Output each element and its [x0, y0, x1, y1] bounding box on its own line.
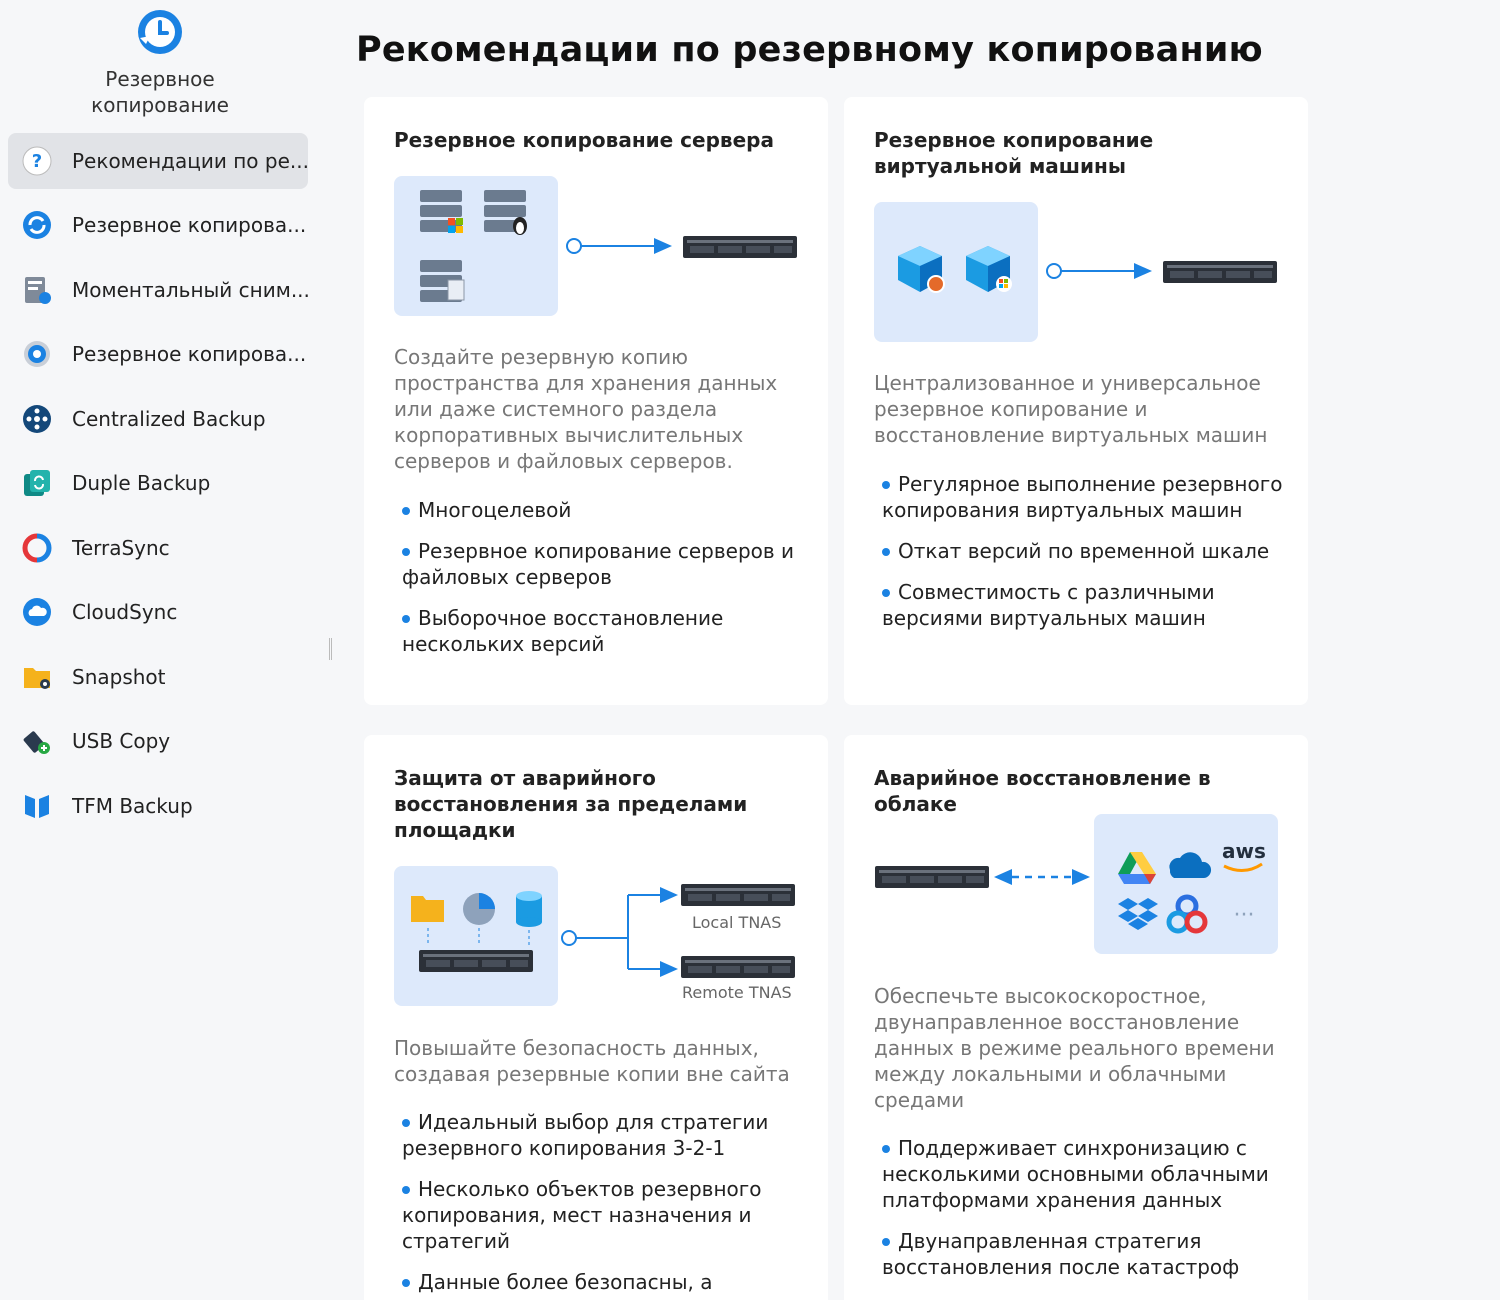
file-server-icon: [420, 260, 464, 302]
onedrive-icon: [1169, 852, 1211, 878]
more-providers-icon: ···: [1233, 903, 1255, 928]
nas-device-icon: [1162, 258, 1278, 286]
sidebar-item-sync-backup[interactable]: [8, 197, 308, 253]
nas-device-icon: [682, 233, 798, 261]
feature-item: Выборочное восстановление нескольких версий: [402, 606, 724, 656]
sidebar-resize-handle[interactable]: [329, 638, 332, 660]
sidebar-item-recommendations[interactable]: [8, 133, 308, 189]
sidebar-item-label: Centralized Backup: [72, 407, 266, 431]
google-drive-icon: [1118, 852, 1156, 884]
card-offsite-dr[interactable]: [364, 735, 828, 1300]
folder-icon: [411, 896, 444, 922]
feature-list: [402, 1109, 807, 1300]
nas-device-icon: [419, 950, 533, 972]
backup-clock-logo-icon: [136, 8, 184, 56]
database-icon: [516, 891, 542, 927]
vm-illustration: [874, 202, 1038, 342]
sidebar-item-label: Duple Backup: [72, 471, 211, 495]
server-illustration: [394, 176, 558, 316]
bullet-dot-icon: [882, 1145, 890, 1153]
card-description: Обеспечьте высокоскоростное, двунаправленное восстановление данных в режиме реального времени между локальными и облачными средами: [874, 984, 1275, 1112]
help-icon: [20, 144, 54, 178]
bullet-dot-icon: [882, 589, 890, 597]
page-title: Рекомендации по резервному копированию: [356, 30, 1263, 70]
sidebar-item-usb-copy[interactable]: [8, 713, 308, 769]
sidebar-item-terrasync[interactable]: [8, 520, 308, 576]
card-vm-backup[interactable]: [844, 97, 1308, 705]
terrasync-icon: [20, 531, 54, 565]
folder-snapshot-icon: [20, 660, 54, 694]
server-windows-icon: [420, 190, 463, 233]
svg-text:aws: aws: [1222, 839, 1266, 863]
branching-arrow-icon: [560, 881, 680, 981]
remote-nas-icon: [680, 953, 796, 981]
sidebar-item-label: USB Copy: [72, 729, 171, 753]
local-tnas-label: Local TNAS: [692, 913, 782, 932]
vm-cube-icon: [898, 246, 944, 292]
bullet-dot-icon: [882, 548, 890, 556]
card-cloud-dr[interactable]: [844, 735, 1308, 1300]
sidebar-item-label: TFM Backup: [72, 794, 193, 818]
sidebar-item-label: Резервное копирова...: [72, 342, 307, 366]
tfm-backup-icon: [20, 789, 54, 823]
card-description: Повышайте безопасность данных, создавая резервные копии вне сайта: [394, 1036, 790, 1086]
snapshot-server-icon: [20, 273, 54, 307]
sidebar-item-snapshot[interactable]: [8, 649, 308, 705]
bullet-dot-icon: [402, 615, 410, 623]
bullet-dot-icon: [402, 1119, 410, 1127]
sidebar-item-tfm-backup[interactable]: [8, 778, 308, 834]
feature-item: Идеальный выбор для стратегии резервного копирования 3-2-1: [402, 1110, 769, 1160]
usb-copy-icon: [20, 724, 54, 758]
feature-item: Двунаправленная стратегия восстановления после катастроф: [882, 1229, 1240, 1279]
bullet-dot-icon: [402, 548, 410, 556]
offsite-illustration: [394, 866, 558, 1006]
app-title: Резервное копирование: [91, 67, 229, 117]
duple-backup-icon: [20, 466, 54, 500]
bullet-dot-icon: [882, 1238, 890, 1246]
centralized-backup-icon: [20, 402, 54, 436]
aws-logo-icon: [1222, 839, 1266, 871]
sidebar-item-cloudsync[interactable]: [8, 584, 308, 640]
backup-arrow-icon: [1044, 260, 1156, 282]
feature-list: [882, 471, 1287, 646]
bullet-dot-icon: [882, 481, 890, 489]
dropbox-icon: [1118, 898, 1158, 930]
backup-arrow-icon: [564, 235, 676, 257]
sidebar-item-label: TerraSync: [72, 536, 170, 560]
bullet-dot-icon: [402, 1186, 410, 1194]
vm-cube-windows-icon: [966, 246, 1012, 292]
feature-list: [402, 497, 807, 672]
sidebar-item-label: Snapshot: [72, 665, 166, 689]
nas-device-icon: [874, 863, 990, 891]
svg-text:?: ?: [31, 151, 43, 172]
card-title: Резервное копирование сервера: [394, 128, 774, 152]
sync-backup-icon: [20, 208, 54, 242]
feature-item: Поддерживает синхронизацию с несколькими основными облачными платформами хранения данных: [882, 1136, 1269, 1212]
bullet-dot-icon: [402, 507, 410, 515]
local-nas-icon: [680, 881, 796, 909]
sidebar: [0, 0, 330, 1300]
feature-item: Данные более безопасны, а: [402, 1269, 807, 1295]
card-description: Централизованное и универсальное резервное копирование и восстановление виртуальных машин: [874, 371, 1268, 447]
card-description: Создайте резервную копию пространства для хранения данных или даже системного раздела корпоративных вычислительных серверов и файловых серверов.: [394, 345, 778, 473]
sidebar-item-label: Моментальный сним...: [72, 278, 310, 302]
sidebar-item-snapshot-server[interactable]: [8, 262, 308, 318]
sidebar-item-centralized-backup[interactable]: [8, 391, 308, 447]
card-title: Резервное копирование виртуальной машины: [874, 128, 1154, 178]
feature-item: Откат версий по временной шкале: [882, 538, 1287, 564]
sidebar-item-duple-backup[interactable]: [8, 455, 308, 511]
feature-item: Регулярное выполнение резервного копирования виртуальных машин: [882, 472, 1283, 522]
bidirectional-arrow-icon: [992, 866, 1092, 888]
feature-item: Многоцелевой: [402, 497, 807, 523]
card-title: Аварийное восстановление в облаке: [874, 766, 1211, 816]
feature-item: Несколько объектов резервного копирования, мест назначения и стратегий: [402, 1177, 762, 1253]
cloud-providers-illustration: [1094, 814, 1278, 954]
sidebar-item-label: Рекомендации по ре...: [72, 149, 309, 173]
remote-tnas-label: Remote TNAS: [682, 983, 792, 1002]
server-linux-icon: [484, 190, 527, 235]
vm-backup-icon: [20, 337, 54, 371]
sidebar-item-label: Резервное копирова...: [72, 213, 307, 237]
feature-list: [882, 1135, 1287, 1295]
sidebar-item-label: CloudSync: [72, 600, 178, 624]
card-title: Защита от аварийного восстановления за пределами площадки: [394, 766, 748, 842]
card-server-backup[interactable]: [364, 97, 828, 705]
baidu-cloud-icon: [1169, 897, 1205, 931]
feature-item: Совместимость с различными версиями виртуальных машин: [882, 580, 1215, 630]
bullet-dot-icon: [402, 1279, 410, 1287]
sidebar-item-vm-backup[interactable]: [8, 326, 308, 382]
cloudsync-icon: [20, 595, 54, 629]
feature-item: Резервное копирование серверов и файловых серверов: [402, 539, 795, 589]
